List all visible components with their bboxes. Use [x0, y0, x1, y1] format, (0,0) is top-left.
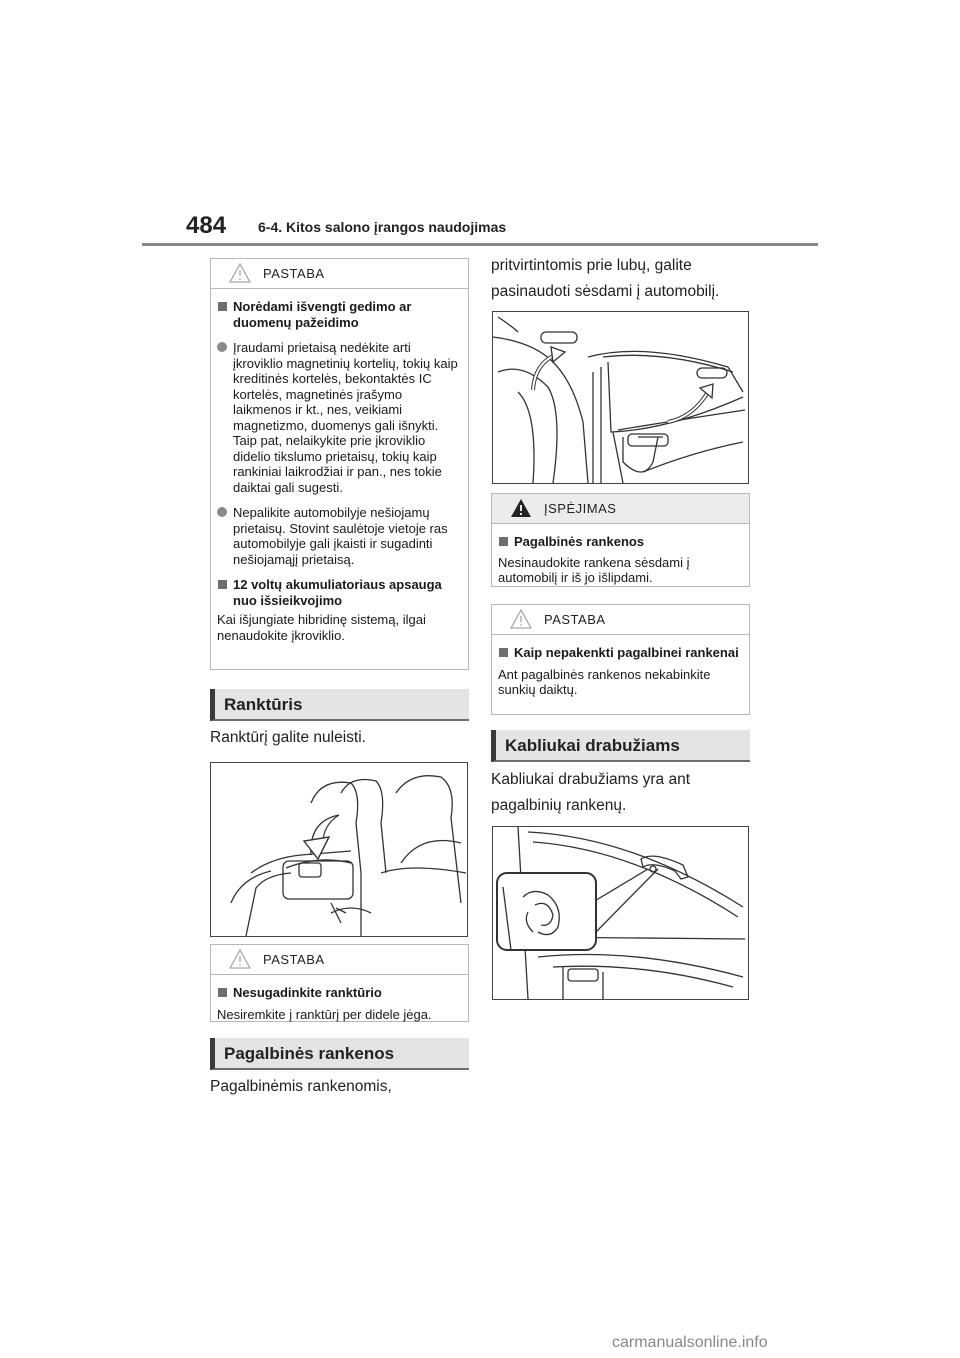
note-paragraph: Nesiremkite į ranktūrį per didele jėga.	[217, 1006, 432, 1022]
watermark: carmanualsonline.info	[612, 1334, 768, 1351]
note-body	[211, 975, 468, 1030]
grab-handles-text-cont: pritvirtintomis prie lubų, galite pasinaudoti sėsdami į automobilį.	[491, 257, 720, 300]
note-box-armrest	[210, 944, 469, 1022]
warning-label: ĮSPĖJIMAS	[544, 501, 617, 516]
warning-subheading: Pagalbinės rankenos	[498, 534, 741, 550]
warning-body	[492, 524, 749, 594]
note-subheading: Kaip nepakenkti pagalbinei rankenai	[498, 645, 741, 661]
note-label: PASTABA	[263, 266, 325, 281]
section-heading-coat-hooks: Kabliukai drabužiams	[491, 730, 750, 762]
section-title: 6-4. Kitos salono įrangos naudojimas	[258, 219, 507, 235]
armrest-text: Ranktūrį galite nuleisti.	[210, 729, 366, 746]
note-box-grab-handle-care	[491, 604, 750, 715]
note-paragraph: Kai išjungiate hibridinę sistemą, ilgai nenaudokite įkroviklio.	[217, 612, 426, 643]
note-subheading: Norėdami išvengti gedimo ar duomenų pažeidimo	[217, 299, 460, 330]
note-body	[211, 289, 468, 651]
warning-header	[492, 494, 749, 524]
note-label: PASTABA	[544, 612, 606, 627]
warning-triangle-icon	[510, 498, 532, 521]
square-bullet-icon	[218, 302, 227, 311]
note-header	[211, 945, 468, 975]
note-subheading: Nesugadinkite ranktūrio	[217, 985, 460, 1001]
grab-handles-text: Pagalbinėmis rankenomis,	[210, 1078, 392, 1095]
warning-box-grab-handles	[491, 493, 750, 587]
warning-paragraph: Nesinaudokite rankena sėsdami į automobilį ir iš jo išlipdami.	[498, 554, 690, 585]
square-bullet-icon	[499, 648, 508, 657]
round-bullet-icon	[217, 342, 227, 352]
round-bullet-icon	[217, 507, 227, 517]
note-subheading: 12 voltų akumuliatoriaus apsauga nuo išsieikvojimo	[217, 577, 460, 608]
note-box-charger	[210, 258, 469, 670]
grab-handles-illustration	[492, 311, 749, 484]
section-heading-grab-handles: Pagalbinės rankenos	[210, 1038, 469, 1070]
caution-triangle-icon	[229, 949, 251, 972]
square-bullet-icon	[218, 988, 227, 997]
note-label: PASTABA	[263, 952, 325, 967]
coat-hooks-text: Kabliukai drabužiams yra ant pagalbinių rankenų.	[491, 771, 691, 814]
page-number: 484	[186, 212, 227, 239]
note-paragraph: Ant pagalbinės rankenos nekabinkite sunkių daiktų.	[498, 666, 711, 697]
note-bullet: Nepalikite automobilyje nešiojamų prietaisų. Stovint saulėtoje vietoje ras automobilyje gali įkaisti ir sugadinti nešiojamąjį prietaisą.	[217, 505, 460, 567]
square-bullet-icon	[218, 580, 227, 589]
section-heading-armrest: Ranktūris	[210, 689, 469, 721]
note-body	[492, 635, 749, 706]
caution-triangle-icon	[510, 609, 532, 632]
note-bullet: Įraudami prietaisą nedėkite arti įkroviklio magnetinių kortelių, tokių kaip kreditinės kortelės, bekontaktės IC kortelės, magnetinės įrašymo laikmenos ir kt., nes, veikiami magnetizmo, duomenys gali išnykti. Taip pat, nelaikykite prie įkroviklio didelio tikslumo prietaisų, tokių kaip rankiniai laikrodžiai ir pan., nes tokie daiktai gali sugesti.	[217, 340, 460, 495]
header-rule	[142, 243, 818, 246]
square-bullet-icon	[499, 537, 508, 546]
note-header	[492, 605, 749, 635]
caution-triangle-icon	[229, 263, 251, 286]
armrest-illustration	[210, 762, 468, 937]
note-header	[211, 259, 468, 289]
coat-hook-illustration	[492, 826, 749, 1000]
